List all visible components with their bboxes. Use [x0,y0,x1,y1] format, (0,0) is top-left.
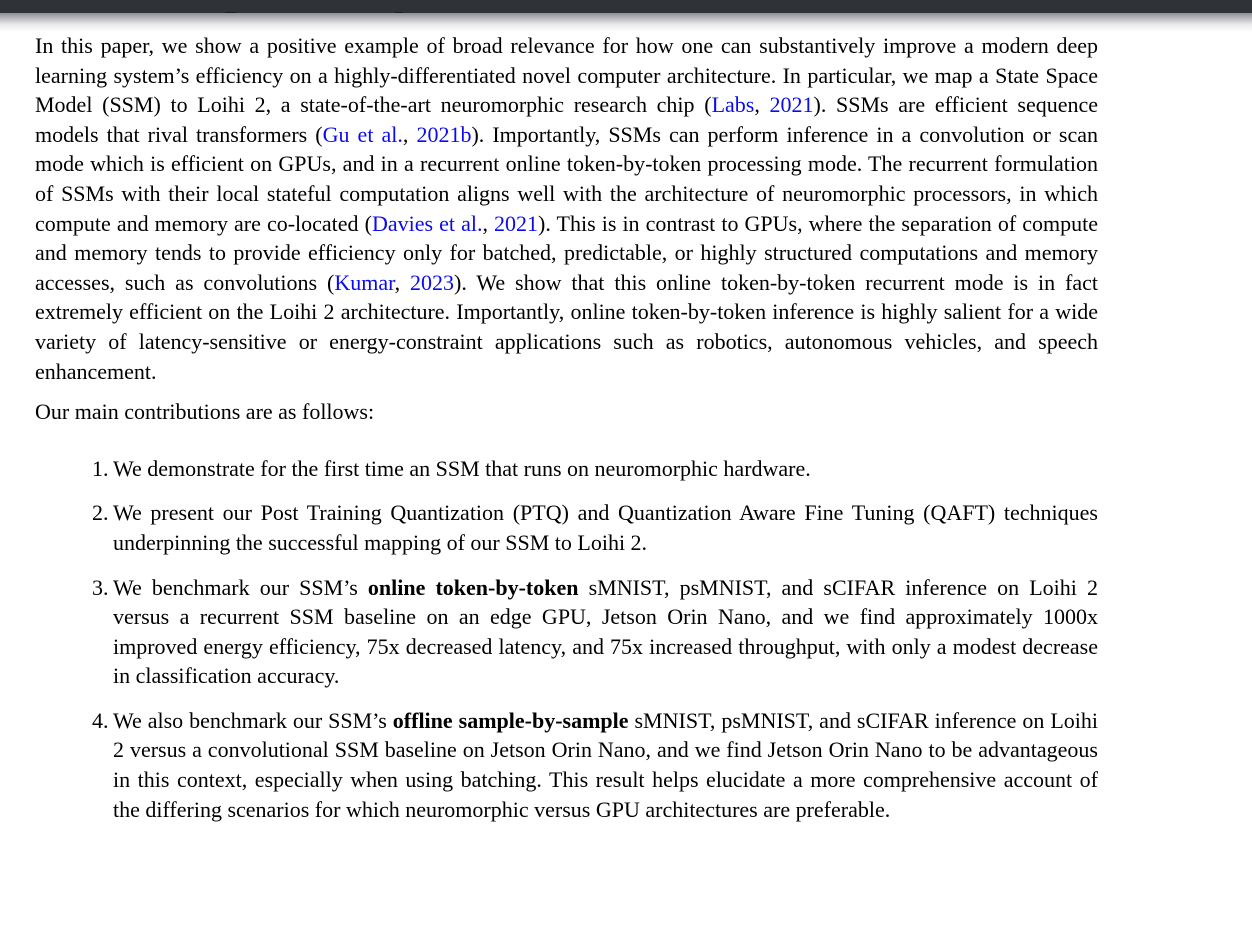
cite-kumar-year[interactable]: 2023 [410,269,455,295]
contribution-item-1 [92,454,1098,484]
item-text [113,454,1098,484]
text-run: sMNIST, psMNIST, and sCIFAR inference on Loihi 2 versus a recurrent SSM baseline on an edge GPU, Jetson Orin Nano, and we find approximately 1000x improved energy efficiency, 75x decreased latency, and 75x increased throughput, with only a modest decrease in classification accuracy. [113,574,1098,689]
item-number: 1. [92,455,109,481]
item-text [113,573,1098,691]
window-top-bar [0,0,1252,13]
cite-davies-year[interactable]: 2021 [494,210,539,236]
item-text [113,706,1098,824]
text-run: In this paper, we show a positive example of broad relevance for how one can substantively improve a modern deep learning system’s efficiency on a highly-differentiated novel computer architecture. In particular, we map a State Space Model (SSM) to Loihi 2, a state-of-the-art neuromorphic research chip ( [35,33,1098,118]
text-run: , [402,121,417,147]
bold-text-run: online token-by-token [367,574,579,600]
item-number: 2. [92,500,109,526]
text-run: ). Importantly, SSMs can perform inference in a convolution or scan mode which is efficient on GPUs, and in a recurrent online token-by-token processing mode. The recurrent formulation of SSMs with their local stateful computation aligns well with the architecture of neuromorphic processors, in which compute and memory are co-located ( [35,121,1098,236]
cite-labs-year[interactable]: 2021 [769,92,814,118]
item-number: 4. [92,707,109,733]
cite-davies-author[interactable]: Davies et al. [371,210,483,236]
page-top-shadow [0,13,1252,32]
contribution-item-3 [92,573,1098,691]
text-run: , [394,269,411,295]
cite-kumar-author[interactable]: Kumar [334,269,395,295]
paragraph-intro [35,31,1098,386]
cite-labs-author[interactable]: Labs [711,92,755,118]
text-run: We demonstrate for the first time an SSM that runs on neuromorphic hardware. [113,455,811,481]
contribution-item-2 [92,498,1098,557]
text-run: , [482,210,495,236]
text-run: We also benchmark our SSM’s [113,707,393,733]
text-run: We benchmark our SSM’s [113,574,368,600]
contributions-list [35,454,1098,825]
contribution-item-4 [92,706,1098,824]
item-number: 3. [92,574,109,600]
text-run: ). This is in contrast to GPUs, where the separation of compute and memory tends to provide efficiency only for batched, predictable, or highly structured computations and memory accesses, such as convolutions ( [35,210,1099,295]
paper-page [35,31,1098,824]
text-run: sMNIST, psMNIST, and sCIFAR inference on Loihi 2 versus a convolutional SSM baseline on Jetson Orin Nano, and we find Jetson Orin Nano to be advantageous in this context, especially when using batching. This result helps elucidate a more comprehensive account of the differing scenarios for which neuromorphic versus GPU architectures are preferable. [113,707,1099,822]
cite-gu-year[interactable]: 2021b [416,121,472,147]
text-run: ). SSMs are efficient sequence models that rival transformers ( [35,92,1099,147]
bold-text-run: offline sample-by-sample [392,707,629,733]
cite-gu-author[interactable]: Gu et al. [322,121,403,147]
text-run: , [754,92,770,118]
paragraph-contributions-lead: Our main contributions are as follows: [35,399,375,425]
item-text [113,498,1098,557]
text-run: We present our Post Training Quantization (PTQ) and Quantization Aware Fine Tuning (QAFT) techniques underpinning the successful mapping of our SSM to Loihi 2. [113,500,1098,555]
text-run: ). We show that this online token-by-token recurrent mode is in fact extremely efficient on the Loihi 2 architecture. Importantly, online token-by-token inference is highly salient for a wide variety of latency-sensitive or energy-constraint applications such as robotics, autonomous vehicles, and speech enhancement. [35,269,1099,384]
